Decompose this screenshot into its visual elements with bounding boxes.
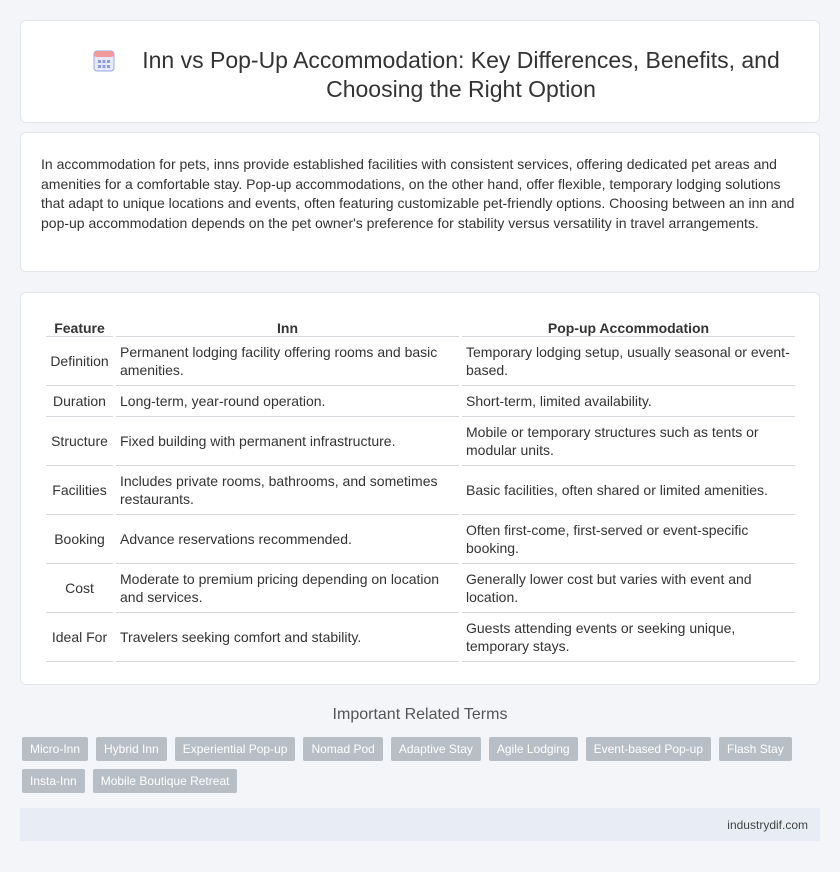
popup-cell: Mobile or temporary structures such as tents or modular units. (462, 417, 795, 466)
table-row (46, 613, 795, 662)
header-inn: Inn (116, 315, 459, 337)
table-row (46, 515, 795, 564)
table-row (46, 417, 795, 466)
inn-cell: Includes private rooms, bathrooms, and sometimes restaurants. (116, 466, 459, 515)
inn-cell: Travelers seeking comfort and stability. (116, 613, 459, 662)
related-tag[interactable]: Flash Stay (719, 737, 792, 761)
related-tag[interactable]: Insta-Inn (22, 769, 85, 793)
related-tag[interactable]: Adaptive Stay (391, 737, 481, 761)
footer (20, 808, 820, 841)
table-row (46, 564, 795, 613)
popup-cell: Basic facilities, often shared or limited amenities. (462, 466, 795, 515)
inn-cell: Moderate to premium pricing depending on location and services. (116, 564, 459, 613)
popup-cell: Short-term, limited availability. (462, 386, 795, 417)
feature-cell: Duration (46, 386, 113, 417)
related-tag[interactable]: Event-based Pop-up (586, 737, 711, 761)
header-popup: Pop-up Accommodation (462, 315, 795, 337)
feature-cell: Definition (46, 337, 113, 386)
related-tag[interactable]: Hybrid Inn (96, 737, 167, 761)
feature-cell: Structure (46, 417, 113, 466)
inn-cell: Long-term, year-round operation. (116, 386, 459, 417)
related-tag[interactable]: Experiential Pop-up (175, 737, 296, 761)
title-card (20, 20, 820, 123)
related-tag[interactable]: Agile Lodging (489, 737, 578, 761)
intro-card (20, 132, 820, 272)
popup-cell: Often first-come, first-served or event-specific booking. (462, 515, 795, 564)
page-title: Inn vs Pop-Up Accommodation: Key Differences, Benefits, and Choosing the Right Option (142, 47, 780, 102)
table-row (46, 337, 795, 386)
table-row (46, 466, 795, 515)
intro-paragraph: In accommodation for pets, inns provide established facilities with consistent services, offering dedicated pet areas and amenities for a comfortable stay. Pop-up accommodations, on the other hand, offer flexible, temporary lodging solutions that adapt to unique locations and events, often featuring customizable pet-friendly options. Choosing between an inn and pop-up accommodation depends on the pet owner's preference for stability versus versatility in travel arrangements. (41, 156, 795, 231)
related-terms-heading: Important Related Terms (332, 706, 508, 723)
inn-cell: Fixed building with permanent infrastructure. (116, 417, 459, 466)
table-header-row (46, 315, 795, 337)
related-tag[interactable]: Nomad Pod (303, 737, 382, 761)
feature-cell: Booking (46, 515, 113, 564)
feature-cell: Ideal For (46, 613, 113, 662)
header-feature: Feature (46, 315, 113, 337)
popup-cell: Guests attending events or seeking unique, temporary stays. (462, 613, 795, 662)
comparison-card (20, 292, 820, 685)
comparison-table (43, 315, 798, 662)
popup-cell: Generally lower cost but varies with event and location. (462, 564, 795, 613)
feature-cell: Cost (46, 564, 113, 613)
inn-cell: Permanent lodging facility offering rooms and basic amenities. (116, 337, 459, 386)
popup-cell: Temporary lodging setup, usually seasonal or event-based. (462, 337, 795, 386)
related-tag[interactable]: Micro-Inn (22, 737, 88, 761)
inn-cell: Advance reservations recommended. (116, 515, 459, 564)
related-terms-list (22, 737, 802, 793)
footer-site[interactable]: industrydif.com (727, 818, 808, 832)
feature-cell: Facilities (46, 466, 113, 515)
table-row (46, 386, 795, 417)
related-tag[interactable]: Mobile Boutique Retreat (93, 769, 238, 793)
